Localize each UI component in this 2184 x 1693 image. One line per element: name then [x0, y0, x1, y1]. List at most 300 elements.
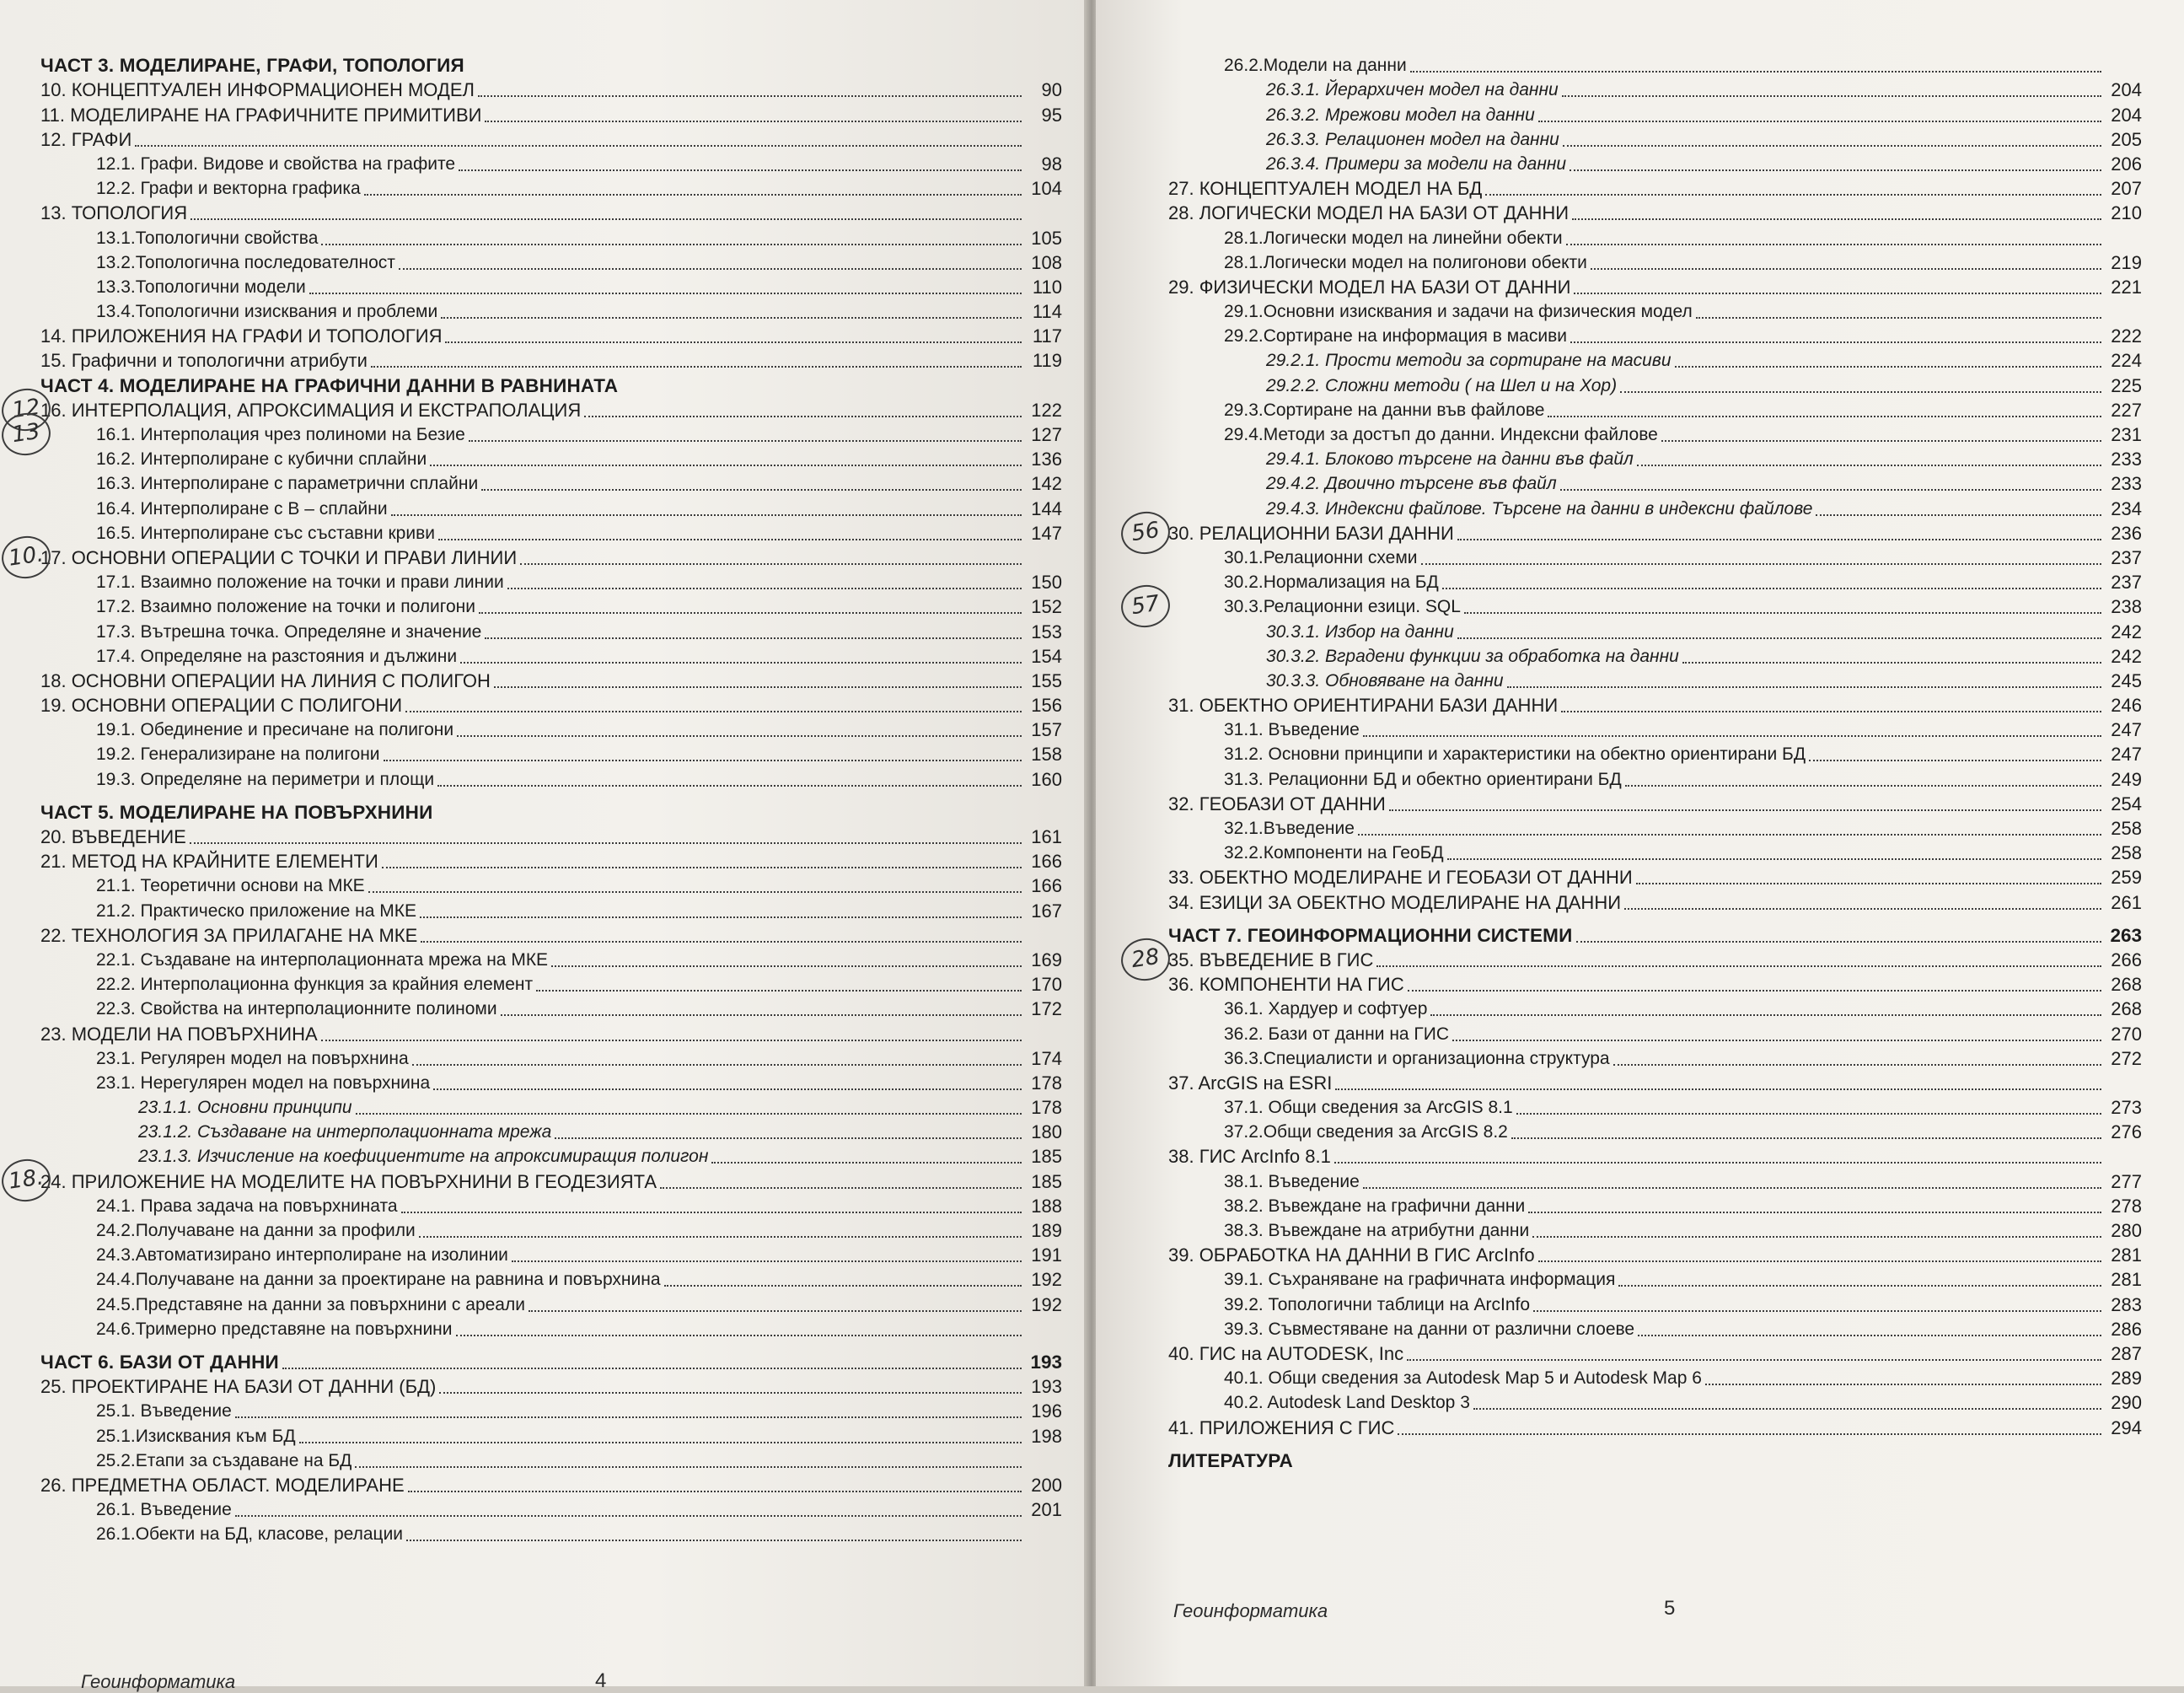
toc-entry-title: 18. ОСНОВНИ ОПЕРАЦИИ НА ЛИНИЯ С ПОЛИГОН	[40, 669, 491, 691]
toc-entry-title: 30.3.Релационни езици. SQL	[1224, 597, 1461, 617]
toc-entry-title: 15. Графични и топологични атрибути	[40, 350, 368, 372]
toc-entry	[40, 1422, 1062, 1447]
toc-entry	[1168, 815, 2142, 840]
toc-page-number: 222	[2111, 325, 2142, 347]
toc-page-number: 201	[1031, 1499, 1062, 1521]
dot-leader	[1705, 1383, 2101, 1385]
toc-entry	[40, 1193, 1062, 1217]
dot-leader	[433, 1088, 1022, 1090]
toc-entry-title: 40. ГИС на AUTODESK, Inc	[1168, 1342, 1404, 1364]
toc-entry-title: 13.3.Топологични модели	[96, 277, 306, 297]
toc-entry	[40, 1373, 1062, 1398]
toc-entry-title: 37.1. Общи сведения за ArcGIS 8.1	[1224, 1098, 1513, 1118]
dot-leader	[1570, 169, 2101, 171]
toc-entry	[1168, 126, 2142, 151]
toc-entry-title: 39.1. Съхраняване на графичната информация	[1224, 1270, 1616, 1290]
toc-entry	[1168, 996, 2142, 1020]
toc-page-number: 237	[2111, 572, 2142, 594]
dot-leader	[1457, 538, 2101, 540]
toc-entry	[1168, 741, 2142, 766]
toc-entry	[1168, 840, 2142, 864]
dot-leader	[1570, 341, 2101, 343]
toc-entry-title: ЧАСТ 5. МОДЕЛИРАНЕ НА ПОВЪРХНИНИ	[40, 801, 433, 823]
toc-entry	[1168, 1119, 2142, 1143]
toc-entry	[40, 224, 1062, 249]
toc-entry	[1168, 1389, 2142, 1414]
toc-page-number: 193	[1030, 1351, 1062, 1373]
dot-leader	[1516, 1112, 2101, 1115]
toc-entry	[40, 1020, 1062, 1045]
toc-page-number: 242	[2111, 621, 2142, 642]
dot-leader	[520, 562, 1022, 565]
page-number-right: 5	[1664, 1597, 1676, 1620]
dot-leader	[1430, 1013, 2101, 1016]
toc-page-number: 185	[1031, 1146, 1062, 1168]
handwritten-circle-mark: 56	[1119, 508, 1172, 557]
toc-entry-title: 40.1. Общи сведения за Autodesk Map 5 и Autodesk Map 6	[1224, 1368, 1702, 1389]
toc-entry-title: 33. ОБЕКТНО МОДЕЛИРАНЕ И ГЕОБАЗИ ОТ ДАННИ	[1168, 867, 1633, 889]
toc-entry-title: 38.3. Въвеждане на атрибутни данни	[1224, 1221, 1530, 1240]
toc-page-number: 189	[1031, 1220, 1062, 1241]
toc-entry-title: 16.2. Интерполиране с кубични сплайни	[96, 449, 427, 470]
toc-page-number: 198	[1031, 1425, 1062, 1447]
toc-entry-title: 26.2.Модели на данни	[1224, 56, 1407, 76]
toc-page-number: 272	[2111, 1047, 2142, 1069]
toc-part-heading	[1168, 1448, 2142, 1472]
toc-entry	[40, 1045, 1062, 1070]
dot-leader	[1809, 759, 2101, 761]
toc-page-number: 204	[2111, 79, 2142, 101]
toc-entry-title: 29.3.Сортиране на данни във файлове	[1224, 400, 1545, 420]
dot-leader	[1452, 1039, 2101, 1041]
dot-leader	[529, 1309, 1022, 1312]
toc-entry	[40, 1266, 1062, 1291]
toc-entry-title: 27. КОНЦЕПТУАЛЕН МОДЕЛ НА БД	[1168, 178, 1483, 200]
dot-leader	[364, 193, 1022, 196]
toc-entry	[40, 397, 1062, 422]
dot-leader	[485, 120, 1022, 122]
toc-entry-title: 38.1. Въведение	[1224, 1171, 1360, 1191]
toc-entry-title: 12.2. Графи и векторна графика	[96, 179, 361, 199]
toc-entry-title: 19.3. Определяне на периметри и площи	[96, 769, 435, 789]
toc-entry	[40, 922, 1062, 947]
toc-entry	[40, 298, 1062, 323]
toc-page-number: 185	[1031, 1170, 1062, 1192]
toc-entry	[1168, 77, 2142, 101]
toc-entry	[40, 741, 1062, 766]
toc-entry-title: 38.2. Въвеждане на графични данни	[1224, 1196, 1526, 1216]
toc-entry	[1168, 274, 2142, 298]
toc-entry-title: 17.2. Взаимно положение на точки и полигони	[96, 597, 475, 617]
dot-leader	[1613, 1063, 2101, 1066]
handwritten-circle-mark: 10.	[0, 533, 53, 582]
toc-entry	[1168, 175, 2142, 200]
toc-page-number: 258	[2111, 818, 2142, 839]
dot-leader	[421, 940, 1022, 943]
dot-leader	[460, 661, 1022, 664]
toc-entry	[1168, 668, 2142, 692]
dot-leader	[391, 513, 1022, 516]
toc-entry	[40, 323, 1062, 347]
toc-entry-title: 13.2.Топологична последователност	[96, 252, 395, 272]
toc-page-number: 196	[1031, 1400, 1062, 1422]
handwritten-circle-mark: 57	[1119, 582, 1172, 631]
toc-entry-title: 26.3.1. Йерархичен модел на данни	[1266, 80, 1559, 100]
toc-page-number: 227	[2111, 399, 2142, 421]
toc-entry-title: 16. ИНТЕРПОЛАЦИЯ, АПРОКСИМАЦИЯ И ЕКСТРАПОЛАЦИЯ	[40, 399, 582, 421]
toc-entry-title: 25.1. Въведение	[96, 1401, 232, 1422]
toc-entry-title: 23.1. Регулярен модел на повърхнина	[96, 1048, 409, 1068]
toc-page-number: 157	[1031, 719, 1062, 741]
toc-entry-title: 19. ОСНОВНИ ОПЕРАЦИИ С ПОЛИГОНИ	[40, 695, 403, 717]
dot-leader	[1389, 809, 2101, 811]
toc-page-number: 160	[1031, 768, 1062, 790]
toc-entry-title: 31.3. Релационни БД и обектно ориентирани БД	[1224, 769, 1622, 789]
toc-left	[0, 52, 1087, 1545]
toc-entry-title: 29.4.1. Блоково търсене на данни във файл	[1266, 449, 1634, 470]
dot-leader	[1538, 120, 2101, 122]
dot-leader	[399, 267, 1022, 270]
toc-entry-title: 26.3.3. Релационен модел на данни	[1266, 129, 1559, 149]
toc-entry-title: 40.2. Autodesk Land Desktop 3	[1224, 1393, 1470, 1413]
dot-leader	[1682, 661, 2101, 664]
toc-entry	[1168, 224, 2142, 249]
dot-leader	[1485, 193, 2101, 196]
toc-entry-title: 31.1. Въведение	[1224, 720, 1360, 740]
toc-page-number: 237	[2111, 546, 2142, 568]
toc-page-number: 158	[1031, 744, 1062, 766]
dot-leader	[555, 1137, 1022, 1139]
dot-leader	[1363, 734, 2101, 737]
toc-page-number: 192	[1031, 1293, 1062, 1315]
dot-leader	[1363, 1186, 2101, 1189]
toc-page-number: 167	[1031, 900, 1062, 922]
toc-page-number: 287	[2111, 1342, 2142, 1364]
toc-entry-title: 29.2.1. Прости методи за сортиране на масиви	[1266, 351, 1672, 371]
toc-entry	[40, 1070, 1062, 1094]
toc-entry	[1168, 594, 2142, 618]
toc-entry-title: 24.6.Тримерно представяне на повърхнини	[96, 1319, 453, 1339]
toc-entry-title: 17.4. Определяне на разстояния и дължини	[96, 646, 458, 666]
toc-entry	[40, 77, 1062, 101]
toc-entry	[40, 996, 1062, 1020]
toc-entry-title: 26.1. Въведение	[96, 1500, 232, 1520]
toc-entry-title: ЧАСТ 4. МОДЕЛИРАНЕ НА ГРАФИЧНИ ДАННИ В РАВНИНАТА	[40, 374, 619, 396]
toc-entry-title: 30.1.Релационни схеми	[1224, 547, 1418, 567]
toc-entry-title: 30.2.Нормализация на БД	[1224, 572, 1439, 593]
toc-entry	[40, 947, 1062, 971]
dot-leader	[309, 292, 1022, 294]
toc-entry-title: 23. МОДЕЛИ НА ПОВЪРХНИНА	[40, 1023, 318, 1045]
toc-page-number: 263	[2110, 924, 2142, 946]
toc-page-number: 249	[2111, 768, 2142, 790]
toc-entry	[1168, 347, 2142, 372]
dot-leader	[479, 611, 1022, 614]
toc-right	[1096, 52, 2184, 1472]
toc-page-number: 270	[2111, 1023, 2142, 1045]
dot-leader	[584, 415, 1022, 417]
dot-leader	[406, 1539, 1022, 1541]
dot-leader	[321, 243, 1022, 245]
toc-entry-title: 30.3.2. Вградени функции за обработка на данни	[1266, 646, 1679, 666]
toc-entry	[1168, 971, 2142, 996]
toc-entry	[40, 692, 1062, 717]
dot-leader	[1507, 685, 2101, 688]
toc-entry-title: ЧАСТ 6. БАЗИ ОТ ДАННИ	[40, 1351, 279, 1373]
toc-entry-title: 24.4.Получаване на данни за проектиране на равнина и повърхнина	[96, 1270, 661, 1290]
dot-leader	[481, 488, 1022, 491]
toc-part-heading	[40, 1349, 1062, 1373]
toc-entry-title: 12.1. Графи. Видове и свойства на графите	[96, 153, 456, 174]
toc-entry	[1168, 1094, 2142, 1119]
toc-entry	[1168, 766, 2142, 790]
toc-part-heading	[40, 372, 1062, 396]
toc-entry-title: 21. МЕТОД НА КРАЙНИТЕ ЕЛЕМЕНТИ	[40, 851, 378, 873]
toc-entry-title: 29. ФИЗИЧЕСКИ МОДЕЛ НА БАЗИ ОТ ДАННИ	[1168, 276, 1571, 298]
toc-entry-title: 26.1.Обекти на БД, класове, релации	[96, 1524, 404, 1545]
toc-entry-title: 24.1. Права задача на повърхнината	[96, 1196, 398, 1216]
toc-entry	[40, 495, 1062, 519]
toc-entry-title: 36.2. Бази от данни на ГИС	[1224, 1024, 1450, 1044]
toc-page-number: 153	[1031, 621, 1062, 642]
dot-leader	[1421, 562, 2101, 565]
toc-entry	[1168, 717, 2142, 741]
handwritten-circle-mark: 13	[0, 410, 53, 459]
dot-leader	[441, 316, 1022, 319]
dot-leader	[1624, 907, 2101, 910]
toc-entry	[1168, 947, 2142, 971]
toc-entry-title: 26.3.2. Мрежови модел на данни	[1266, 105, 1535, 125]
toc-entry-title: 23.1.3. Изчисление на коефициентите на апроксимиращия полигон	[138, 1147, 709, 1167]
toc-entry	[40, 1094, 1062, 1119]
dot-leader	[1408, 989, 2101, 992]
toc-entry	[40, 101, 1062, 126]
toc-page-number: 90	[1041, 79, 1062, 101]
dot-leader	[1511, 1137, 2101, 1139]
toc-page-number: 273	[2111, 1097, 2142, 1119]
toc-page-number: 191	[1031, 1244, 1062, 1266]
dot-leader	[1358, 833, 2101, 836]
handwritten-circle-mark: 28	[1119, 935, 1172, 984]
dot-leader	[456, 1334, 1022, 1336]
toc-page-number: 280	[2111, 1220, 2142, 1241]
toc-page-number: 242	[2111, 645, 2142, 667]
toc-entry-title: 39.2. Топологични таблици на ArcInfo	[1224, 1294, 1531, 1314]
dot-leader	[1661, 439, 2101, 442]
toc-entry-title: 13. ТОПОЛОГИЯ	[40, 202, 188, 224]
dot-leader	[457, 734, 1022, 737]
toc-entry	[40, 1291, 1062, 1315]
dot-leader	[1561, 710, 2101, 712]
dot-leader	[445, 341, 1022, 343]
toc-entry-title: 22.1. Създаване на интерполационната мрежа на МКЕ	[96, 949, 549, 970]
toc-page-number: 289	[2111, 1368, 2142, 1389]
dot-leader	[512, 1260, 1022, 1262]
toc-page-number: 207	[2111, 178, 2142, 200]
toc-entry	[1168, 1143, 2142, 1168]
toc-entry	[40, 1143, 1062, 1168]
toc-page-number: 205	[2111, 128, 2142, 150]
dot-leader	[1334, 1161, 2101, 1164]
toc-entry	[40, 971, 1062, 996]
toc-page-number: 178	[1031, 1072, 1062, 1094]
toc-entry-title: 25.1.Изисквания към БД	[96, 1426, 296, 1446]
toc-entry	[40, 668, 1062, 692]
toc-page-number: 172	[1031, 998, 1062, 1020]
footer-title-right: Геоинформатика	[1173, 1600, 1328, 1621]
toc-page-number: 192	[1031, 1269, 1062, 1291]
toc-entry	[40, 274, 1062, 298]
dot-leader	[1473, 1407, 2101, 1410]
toc-entry-title: 32.2.Компоненти на ГеоБД	[1224, 843, 1444, 863]
toc-page-number: 277	[2111, 1170, 2142, 1192]
toc-entry	[40, 848, 1062, 873]
toc-entry	[40, 594, 1062, 618]
toc-entry	[40, 1497, 1062, 1521]
dot-leader	[1447, 857, 2101, 860]
toc-entry	[1168, 520, 2142, 545]
dot-leader	[420, 916, 1022, 918]
dot-leader	[382, 866, 1022, 868]
toc-entry	[40, 250, 1062, 274]
dot-leader	[368, 890, 1022, 893]
toc-page-number: 180	[1031, 1121, 1062, 1143]
dot-leader	[437, 784, 1022, 787]
footer-title-left: Геоинформатика	[81, 1671, 236, 1692]
toc-entry	[40, 1316, 1062, 1341]
dot-leader	[135, 144, 1022, 147]
toc-page-number: 268	[2111, 974, 2142, 996]
toc-entry	[40, 200, 1062, 224]
toc-entry	[1168, 1414, 2142, 1438]
toc-page-number: 278	[2111, 1195, 2142, 1217]
toc-page-number: 231	[2111, 424, 2142, 445]
dot-leader	[1548, 415, 2101, 417]
toc-entry	[1168, 1020, 2142, 1045]
toc-entry	[40, 1448, 1062, 1472]
toc-page-number: 169	[1031, 949, 1062, 970]
dot-leader	[660, 1186, 1022, 1189]
toc-page-number: 170	[1031, 974, 1062, 996]
toc-entry	[40, 126, 1062, 151]
toc-entry	[1168, 1242, 2142, 1266]
toc-entry-title: 28. ЛОГИЧЕСКИ МОДЕЛ НА БАЗИ ОТ ДАННИ	[1168, 202, 1570, 224]
handwritten-circle-mark: 12	[0, 385, 53, 434]
toc-entry-title: 22.3. Свойства на интерполационните полиноми	[96, 999, 497, 1019]
toc-page-number: 110	[1032, 276, 1062, 298]
toc-entry-title: 16.1. Интерполация чрез полиноми на Безие	[96, 425, 465, 444]
dot-leader	[1816, 513, 2101, 516]
dot-leader	[1637, 464, 2101, 466]
dot-leader	[494, 685, 1022, 688]
toc-entry	[1168, 52, 2142, 77]
toc-entry-title: 24.2.Получаване на данни за профили	[96, 1221, 416, 1240]
toc-entry-title: 34. ЕЗИЦИ ЗА ОБЕКТНО МОДЕЛИРАНЕ НА ДАННИ	[1168, 891, 1622, 913]
dot-leader	[439, 1391, 1022, 1394]
dot-leader	[321, 1039, 1022, 1041]
toc-page-number: 281	[2111, 1244, 2142, 1266]
dot-leader	[1398, 1432, 2101, 1435]
dot-leader	[299, 1441, 1022, 1443]
toc-page-number: 104	[1031, 178, 1062, 200]
toc-entry	[40, 873, 1062, 897]
toc-page-number: 188	[1031, 1195, 1062, 1217]
toc-part-heading	[40, 799, 1062, 824]
right-page	[1096, 0, 2184, 1686]
toc-page-number: 234	[2111, 497, 2142, 519]
dot-leader	[401, 1211, 1022, 1213]
toc-entry-title: 28.1.Логически модел на полигонови обекти	[1224, 252, 1587, 272]
toc-entry	[1168, 618, 2142, 642]
toc-page-number: 154	[1031, 645, 1062, 667]
dot-leader	[501, 1013, 1022, 1016]
toc-entry-title: 22. ТЕХНОЛОГИЯ ЗА ПРИЛАГАНЕ НА МКЕ	[40, 924, 418, 946]
dot-leader	[507, 587, 1022, 589]
toc-page-number: 166	[1031, 875, 1062, 897]
dot-leader	[355, 1465, 1022, 1468]
dot-leader	[1591, 267, 2101, 270]
toc-entry	[40, 643, 1062, 668]
toc-entry	[40, 1398, 1062, 1422]
dot-leader	[1528, 1211, 2101, 1213]
dot-leader	[469, 439, 1022, 442]
toc-entry-title: 12. ГРАФИ	[40, 128, 132, 150]
toc-page-number: 204	[2111, 104, 2142, 126]
toc-entry	[40, 824, 1062, 848]
toc-entry	[1168, 569, 2142, 594]
toc-entry-title: 23.1. Нерегулярен модел на повърхнина	[96, 1072, 431, 1093]
dot-leader	[1442, 587, 2101, 589]
toc-page-number: 114	[1032, 301, 1062, 323]
dot-leader	[235, 1416, 1022, 1418]
toc-entry-title: 29.2.Сортиране на информация в масиви	[1224, 326, 1567, 347]
toc-entry	[40, 897, 1062, 922]
toc-page-number: 233	[2111, 473, 2142, 495]
toc-page-number: 136	[1031, 449, 1062, 470]
dot-leader	[1560, 488, 2101, 491]
toc-page-number: 108	[1031, 251, 1062, 273]
toc-entry	[1168, 1070, 2142, 1094]
toc-entry	[40, 470, 1062, 495]
toc-page-number: 119	[1032, 350, 1062, 372]
toc-entry-title: 23.1.1. Основни принципи	[138, 1098, 352, 1118]
toc-entry-title: 26. ПРЕДМЕТНА ОБЛАСТ. МОДЕЛИРАНЕ	[40, 1474, 405, 1496]
toc-entry	[1168, 1291, 2142, 1315]
toc-entry-title: 10. КОНЦЕПТУАЛЕН ИНФОРМАЦИОНЕН МОДЕЛ	[40, 79, 475, 101]
toc-entry-title: 21.1. Теоретични основи на МКЕ	[96, 876, 365, 896]
toc-entry-title: 13.1.Топологични свойства	[96, 228, 319, 248]
toc-entry-title: 29.2.2. Сложни методи ( на Шел и на Хор)	[1266, 375, 1618, 395]
toc-page-number: 245	[2111, 669, 2142, 691]
toc-entry	[40, 520, 1062, 545]
toc-entry-title: 39. ОБРАБОТКА НА ДАННИ В ГИС ArcInfo	[1168, 1244, 1535, 1266]
toc-page-number: 283	[2111, 1293, 2142, 1315]
toc-entry	[1168, 446, 2142, 470]
toc-entry	[40, 151, 1062, 175]
dot-leader	[1563, 144, 2101, 147]
dot-leader	[1696, 316, 2101, 319]
toc-entry-title: 22.2. Интерполационна функция за крайния елемент	[96, 975, 534, 995]
dot-leader	[1533, 1309, 2101, 1312]
toc-entry	[1168, 791, 2142, 815]
toc-entry	[1168, 643, 2142, 668]
toc-entry	[40, 545, 1062, 569]
dot-leader	[356, 1112, 1022, 1115]
toc-page-number: 246	[2111, 695, 2142, 717]
dot-leader	[478, 94, 1022, 97]
dot-leader	[1562, 94, 2101, 97]
toc-entry	[1168, 545, 2142, 569]
